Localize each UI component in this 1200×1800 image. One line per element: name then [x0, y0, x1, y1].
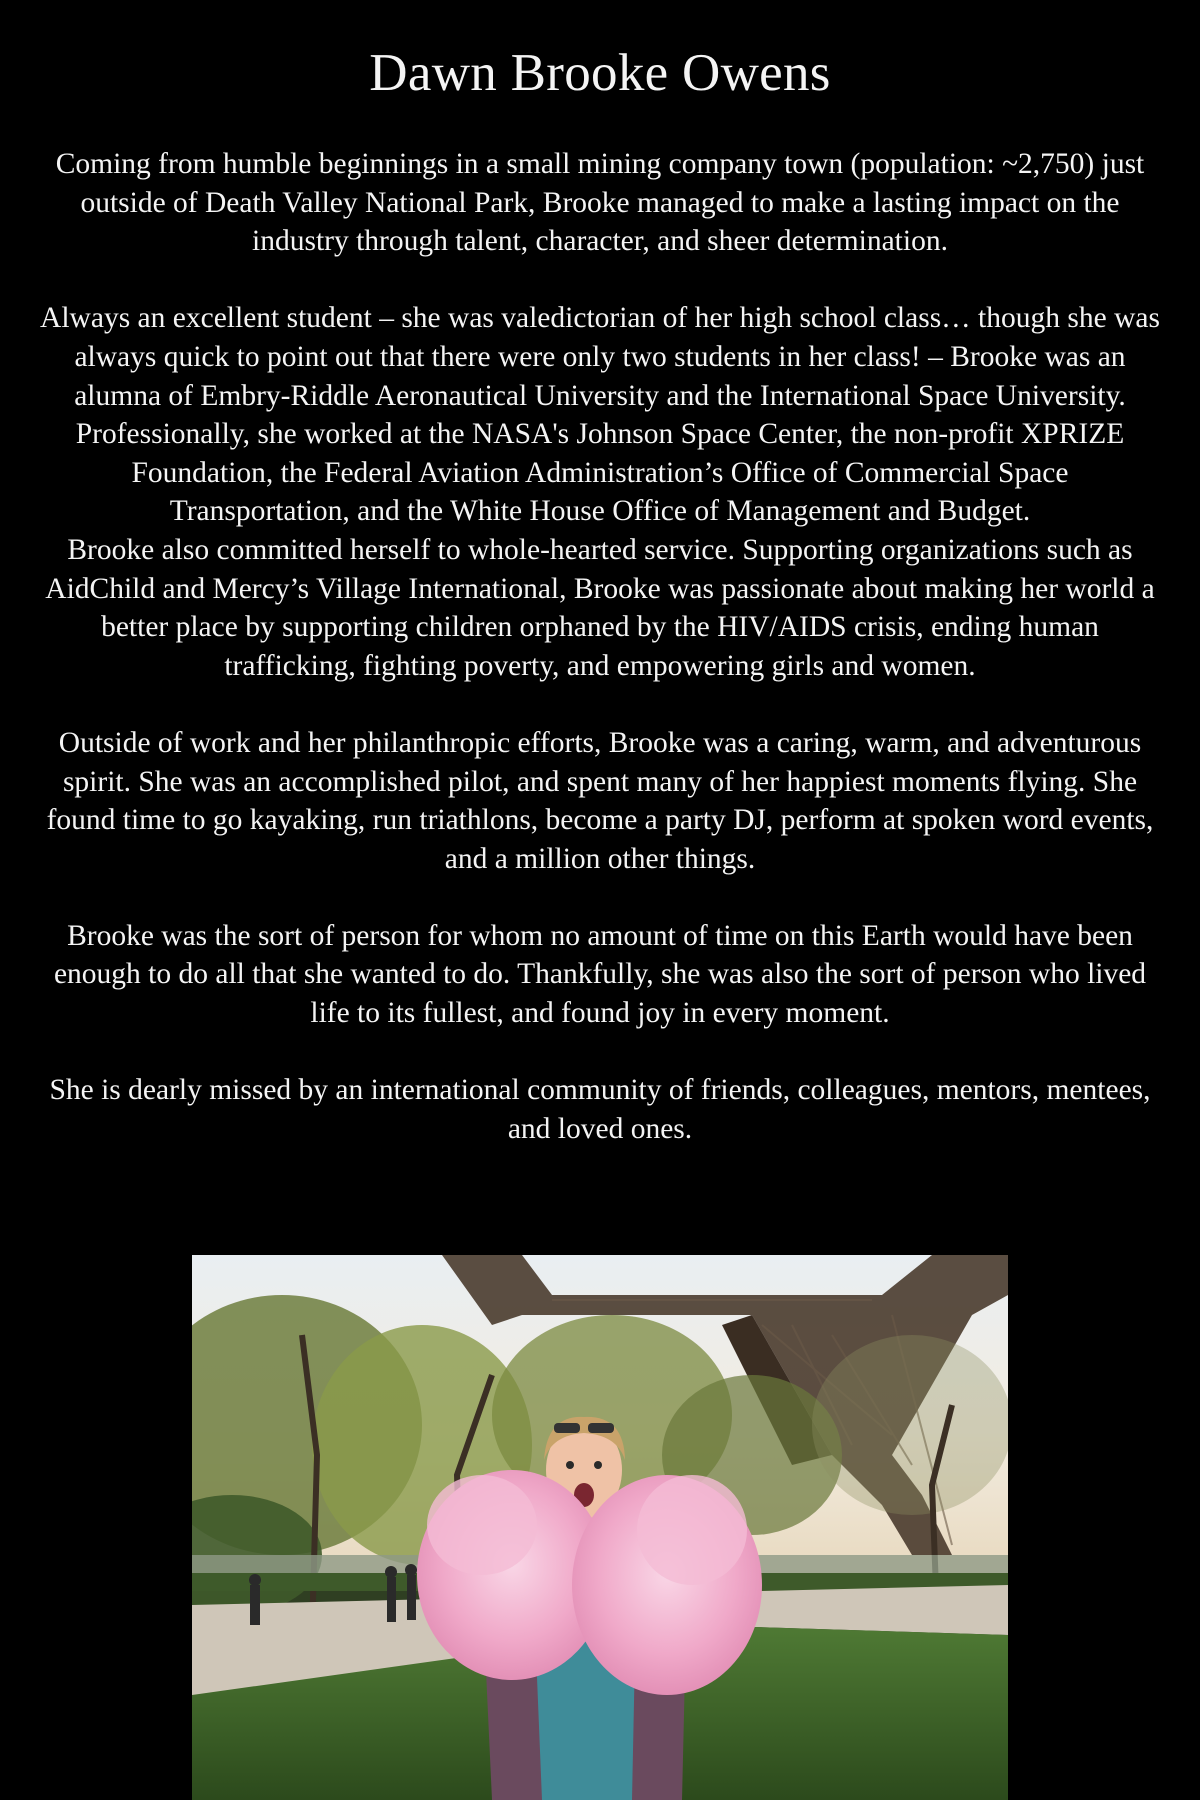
bio-paragraph-beginnings: Coming from humble beginnings in a small mining company town (population: ~2,750) just outside of Death Valley National Park, Brooke managed to make a lasting impact on the industry through talent, character, and sheer determination. — [55, 148, 1145, 258]
photo-illustration — [192, 1255, 1008, 1800]
bio-paragraph-service: Brooke also committed herself to whole-hearted service. Supporting organizations such as AidChild and Mercy’s Village International, Brooke was passionate about making her world a better place by supporting children orphaned by the HIV/AIDS crisis, ending human trafficking, fighting poverty, and empowering girls and women. — [45, 533, 1155, 682]
memorial-photo — [192, 1255, 1008, 1800]
paragraph-spacer — [40, 261, 1160, 300]
bio-paragraph-missed: She is dearly missed by an international community of friends, colleagues, mentors, mentees, and loved ones. — [49, 1074, 1151, 1145]
paragraph-spacer — [40, 685, 1160, 724]
bio-paragraph-life: Brooke was the sort of person for whom no amount of time on this Earth would have been enough to do all that she wanted to do. Thankfully, she was also the sort of person who lived life to its fullest, and found joy in every moment. — [53, 919, 1147, 1030]
bio-paragraph-personal: Outside of work and her philanthropic efforts, Brooke was a caring, warm, and adventurous spirit. She was an accomplished pilot, and spent many of her happiest moments flying. She found time to go kayaking, run triathlons, become a party DJ, perform at spoken word events, and a million other things. — [46, 726, 1154, 875]
paragraph-spacer — [40, 1033, 1160, 1072]
bio-paragraph-education-career: Always an excellent student – she was valedictorian of her high school class… though she was always quick to point out that there were only two students in her class! – Brooke was an alumna of Embry-Riddle Aeronautical University and the International Space University. Professionally, she worked at the NASA's Johnson Space Center, the non-profit XPRIZE Foundation, the Federal Aviation Administration’s Office of Commercial Space Transportation, and the White House Office of Management and Budget. — [40, 302, 1160, 528]
paragraph-spacer — [40, 878, 1160, 917]
biography-text — [40, 145, 1160, 1148]
page-title: Dawn Brooke Owens — [369, 44, 831, 102]
